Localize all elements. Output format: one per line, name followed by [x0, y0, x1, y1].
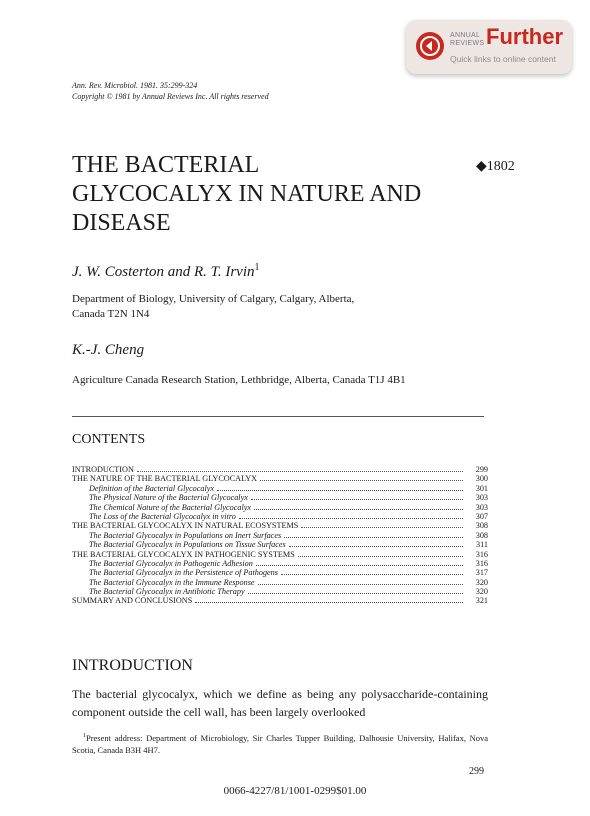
toc-entry-page: 321 [475, 596, 488, 606]
contents-heading: CONTENTS [72, 432, 146, 447]
toc-entry[interactable] [72, 493, 488, 502]
toc-dot-leader [251, 493, 463, 500]
toc-entry-title: Definition of the Bacterial Glycocalyx [89, 483, 215, 493]
toc-entry-title: The Bacterial Glycocalyx in the Immune Response [89, 577, 255, 587]
toc-dot-leader [281, 568, 463, 575]
toc-dot-leader [256, 559, 463, 566]
toc-entry[interactable] [72, 596, 488, 605]
toc-entry-title: INTRODUCTION [72, 465, 134, 474]
citation-line: Ann. Rev. Microbiol. 1981. 35:299-324 [72, 81, 198, 90]
footnote: $^1$Present address: Department of Microbiology, Sir Charles Tupper Building, Dalhousie University, Halifax, Nova Scotia, Canada B3H 4H7. [72, 732, 489, 755]
toc-entry-title: The Chemical Nature of the Bacterial Glycocalyx [89, 502, 252, 512]
toc-entry-page: 300 [475, 474, 488, 484]
toc-dot-leader [260, 474, 463, 481]
toc-entry[interactable] [72, 550, 488, 559]
toc-entry-page: 307 [475, 511, 488, 521]
toc-dot-leader [301, 521, 463, 528]
toc-entry[interactable] [72, 568, 488, 577]
toc-entry-page: 301 [475, 483, 488, 493]
introduction-paragraph: The bacterial glycocalyx, which we define as being any polysaccharide-containing component outside the cell wall, has been largely overlooked [72, 687, 488, 719]
toc-entry-page: 317 [475, 568, 488, 578]
toc-dot-leader [239, 512, 463, 519]
toc-entry-title: The Loss of the Bacterial Glycocalyx in vitro [89, 511, 236, 521]
toc-entry[interactable] [72, 578, 488, 587]
toc-entry-page: 320 [475, 577, 488, 587]
section-divider [72, 416, 484, 417]
toc-entry-page: 308 [475, 521, 488, 531]
toc-entry-page: 316 [475, 549, 488, 559]
toc-entry[interactable] [72, 484, 488, 493]
toc-dot-leader [217, 484, 463, 491]
toc-dot-leader [195, 596, 463, 603]
table-of-contents [72, 465, 488, 606]
toc-entry-page: 303 [475, 493, 488, 503]
article-code: ◆1802 [476, 159, 515, 174]
badge-subtitle: Quick links to online content [450, 54, 556, 64]
copyright-line: Copyright © 1981 by Annual Reviews Inc. All rights reserved [72, 92, 269, 101]
page-number: 299 [469, 766, 484, 777]
toc-dot-leader [298, 550, 463, 557]
toc-entry-title: The Bacterial Glycocalyx in Antibiotic Therapy [89, 587, 245, 597]
toc-entry-title: THE BACTERIAL GLYCOCALYX IN PATHOGENIC SYSTEMS [72, 549, 295, 559]
toc-entry-page: 308 [475, 530, 488, 540]
toc-entry[interactable] [72, 503, 488, 512]
toc-entry[interactable] [72, 465, 488, 474]
toc-entry-title: The Bacterial Glycocalyx in Populations on Tissue Surfaces [89, 540, 286, 550]
toc-entry[interactable] [72, 512, 488, 521]
toc-dot-leader [289, 540, 463, 547]
toc-entry[interactable] [72, 521, 488, 530]
toc-entry-title: THE NATURE OF THE BACTERIAL GLYCOCALYX [72, 474, 258, 484]
toc-dot-leader [258, 578, 463, 585]
article-price-code: 0066-4227/81/1001-0299$01.00 [223, 785, 367, 797]
toc-entry-title: The Physical Nature of the Bacterial Glycocalyx [89, 493, 248, 503]
journal-citation [72, 80, 269, 102]
toc-entry[interactable] [72, 587, 488, 596]
toc-entry-page: 316 [475, 558, 488, 568]
article-title: THE BACTERIAL GLYCOCALYX IN NATURE AND DISEASE [72, 152, 422, 236]
toc-entry[interactable] [72, 531, 488, 540]
toc-entry-title: The Bacterial Glycocalyx in Populations on Inert Surfaces [89, 530, 282, 540]
play-arrow-icon [416, 32, 444, 60]
toc-dot-leader [284, 531, 463, 538]
toc-entry-title: The Bacterial Glycocalyx in the Persistence of Pathogens [89, 568, 278, 578]
author-line: K.-J. Cheng [72, 342, 145, 358]
toc-entry-page: 311 [476, 540, 488, 550]
toc-entry[interactable] [72, 474, 488, 483]
toc-entry[interactable] [72, 540, 488, 549]
toc-dot-leader [248, 587, 463, 594]
toc-entry-title: THE BACTERIAL GLYCOCALYX IN NATURAL ECOSYSTEMS [72, 521, 299, 531]
toc-entry-title: SUMMARY AND CONCLUSIONS [72, 596, 193, 606]
author-affiliation: Department of Biology, University of Calgary, Calgary, Alberta, Canada T2N 1N4 [72, 293, 355, 320]
toc-dot-leader [254, 503, 463, 510]
toc-dot-leader [137, 465, 463, 472]
toc-entry-title: The Bacterial Glycocalyx in Pathogenic Adhesion [89, 558, 253, 568]
badge-further-label: Further [486, 24, 563, 49]
toc-entry[interactable] [72, 559, 488, 568]
toc-entry-page: 303 [475, 502, 488, 512]
toc-entry-page: 320 [475, 587, 488, 597]
annual-reviews-further-badge[interactable] [406, 20, 572, 74]
toc-entry-page: 299 [475, 465, 488, 474]
author-line: J. W. Costerton and R. T. Irvin$^1$ [72, 262, 260, 280]
author-affiliation: Agriculture Canada Research Station, Lethbridge, Alberta, Canada T1J 4B1 [72, 374, 406, 386]
introduction-heading: INTRODUCTION [72, 657, 193, 674]
badge-annual-reviews-label: ANNUAL REVIEWS [450, 32, 485, 47]
